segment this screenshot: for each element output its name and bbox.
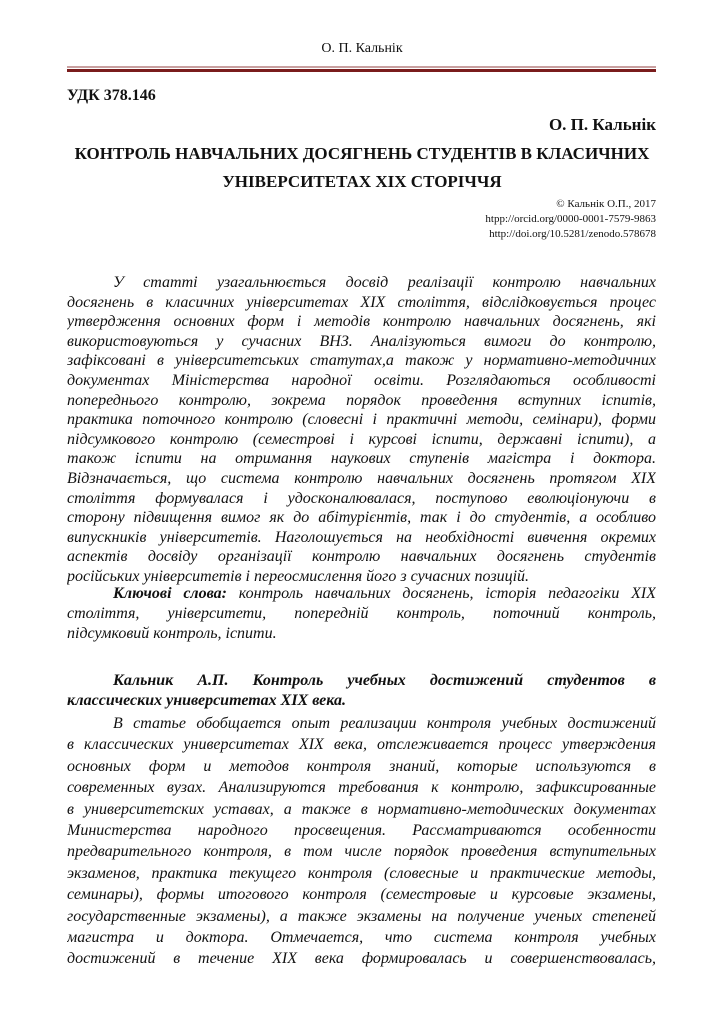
text-line: достижений в течение XIX века формировалась и совершенствовалась,: [67, 950, 656, 968]
keywords-text: контроль навчальних досягнень, історія педагогіки XIX: [238, 585, 656, 602]
orcid-link[interactable]: htpp://orcid.org/0000-0001-7579-9863: [485, 213, 656, 225]
text-line: також іспити на отримання наукових ступенів магістра і доктора.: [67, 450, 656, 468]
keywords-label: Ключові слова:: [113, 585, 227, 602]
text-line: современных вузах. Анализируются требования к контролю, зафиксированные: [67, 779, 656, 797]
text-line: випускників університетів. Наголошується на необхідності вивчення окремих: [67, 528, 656, 546]
text-line: в классических университетах XIX века, отслеживается процесс утверждения: [67, 736, 656, 754]
keywords-line: [67, 584, 656, 604]
russian-title: [67, 671, 656, 711]
text-line: підсумкового контролю (семестрові і курсові іспити, державні іспити), а: [67, 430, 656, 448]
header-rule-thin: [67, 66, 656, 68]
text-line: семинары), формы итогового контроля (семестровые и курсовые экзамены,: [67, 886, 656, 904]
text-line: зафіксовані в університетських статутах,а також у нормативно-методичних: [67, 352, 656, 370]
text-line: використовуються у сучасних ВНЗ. Аналізуються вимоги до контролю,: [67, 332, 656, 350]
text-line: російських університетів і переосмислення його з сучасних позицій.: [67, 567, 530, 585]
russian-abstract: [67, 713, 656, 970]
text-line: классических университетах XIX века.: [67, 692, 346, 709]
article-title-line: КОНТРОЛЬ НАВЧАЛЬНИХ ДОСЯГНЕНЬ СТУДЕНТІВ В КЛАСИЧНИХ: [74, 144, 650, 163]
header-rule: [67, 69, 656, 72]
article-title-line: УНІВЕРСИТЕТАХ XIX СТОРІЧЧЯ: [222, 172, 502, 191]
text-line: предварительного контроля, в том числе порядок проведения вступительных: [67, 843, 656, 861]
text-line: основных форм и методов контроля знаний, которые используются в: [67, 757, 656, 775]
text-line: Министерства народного просвещения. Рассматриваются особенности: [67, 821, 656, 839]
copyright: © Кальнік О.П., 2017: [556, 198, 656, 210]
text-line: магистра и доктора. Отмечается, что система контроля учебных: [67, 928, 656, 946]
text-line: аспектів досвіду організації контролю навчальних досягнень студентів: [67, 548, 656, 566]
text-line: В статье обобщается опыт реализации контроля учебных достижений: [113, 715, 656, 732]
text-line: сторону підвищення вимог як до абітурієнтів, так і до студентів, а особливо: [67, 509, 656, 527]
text-line: документах Міністерства народної освіти. Розглядаються особливості: [67, 371, 656, 389]
text-line: государственные экзамены), а также экзамены на получение ученых степеней: [67, 907, 656, 925]
text-line: экзаменов, практика текущего контроля (словесные и практические методы,: [67, 864, 656, 882]
text-line: століття формувалася і удосконалювалася, поступово еволюціонуючи в: [67, 489, 656, 507]
doi-link[interactable]: http://doi.org/10.5281/zenodo.578678: [489, 228, 656, 240]
text-line: в университетских уставах, а также в нормативно-методических документах: [67, 800, 656, 818]
text-line: У статті узагальнюється досвід реалізації контролю навчальних: [113, 274, 656, 291]
running-head: О. П. Кальнік: [321, 41, 403, 56]
keywords-line: підсумковий контроль, іспити.: [67, 625, 277, 642]
keywords-line: століття, університети, попередній контроль, поточний контроль,: [67, 605, 656, 622]
text-line: утвердження основних форм і методів контролю навчальних досягнень, які: [67, 313, 656, 331]
ukrainian-keywords: [67, 584, 656, 644]
text-line: досягнень в класичних університетах XIX століття, відслідковується процес: [67, 293, 656, 311]
text-line: Відзначається, що система контролю навчальних досягнень протягом XIX: [67, 469, 656, 487]
text-line: практика поточного контролю (словесні і практичні методи, семінари), форми: [67, 411, 656, 429]
udk-code: УДК 378.146: [67, 87, 156, 104]
ukrainian-abstract: [67, 273, 656, 587]
author-name: О. П. Кальнік: [548, 115, 656, 134]
text-line: Кальник А.П. Контроль учебных достижений студентов в: [113, 672, 656, 689]
text-line: попереднього контролю, зокрема порядок проведення вступних іспитів,: [67, 391, 656, 409]
